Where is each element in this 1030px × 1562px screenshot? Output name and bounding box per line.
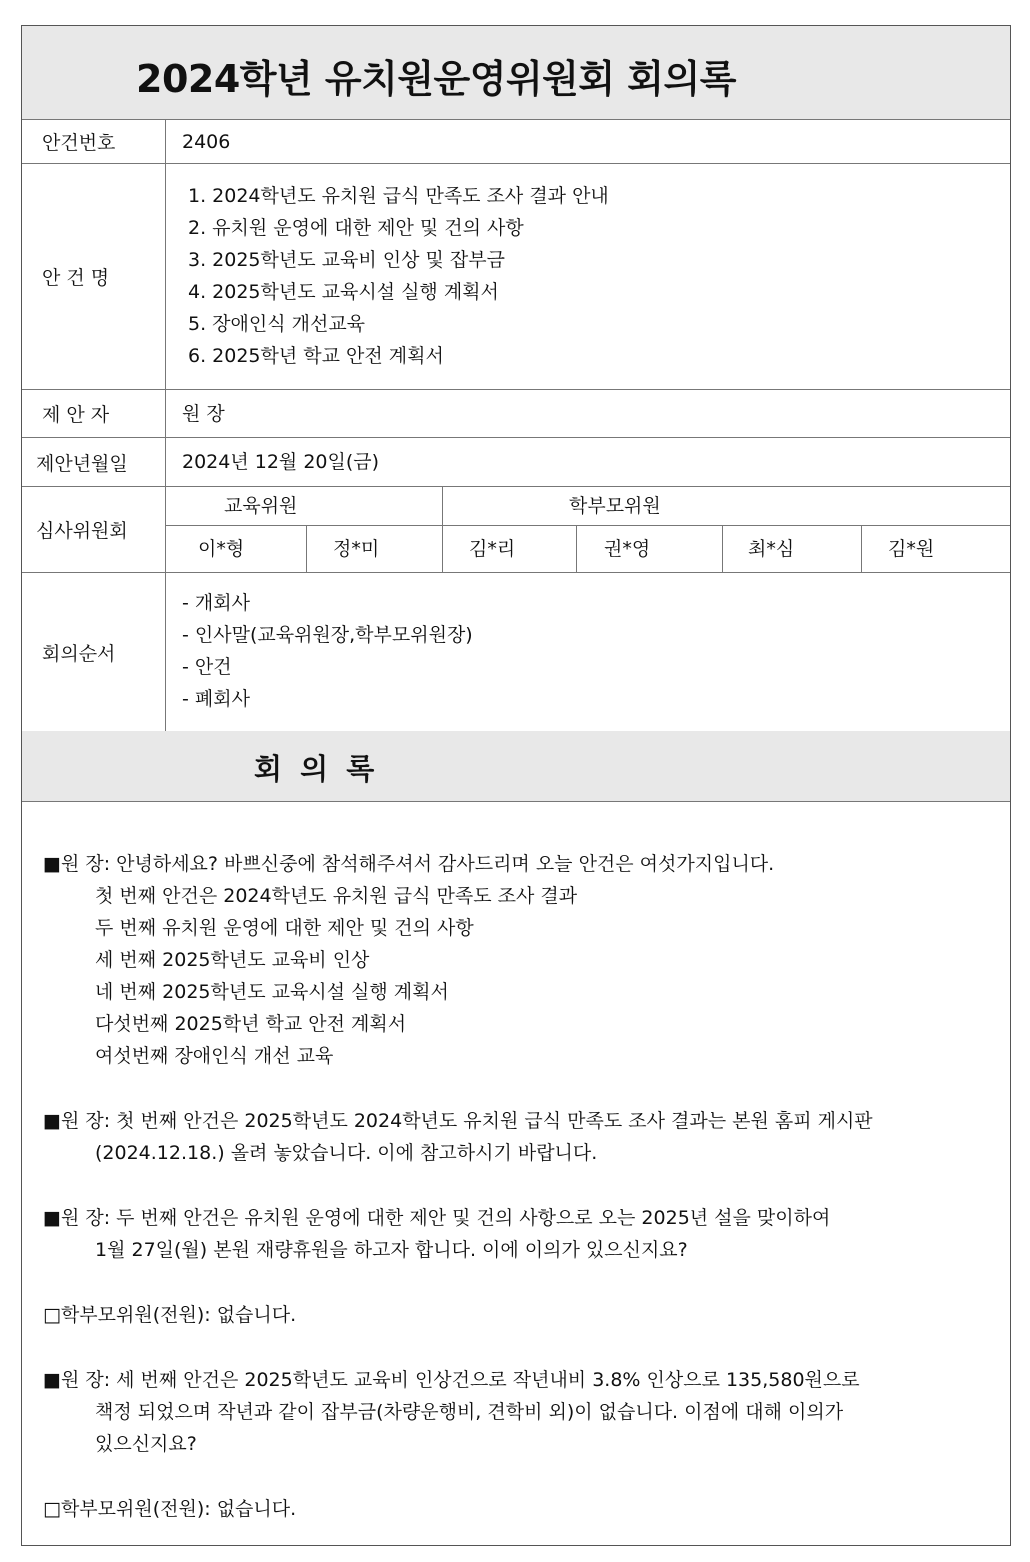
committee-row [22,487,1010,573]
parent-response: □학부모위원(전원): 없습니다. [43,1498,297,1520]
order-item: - 개회사 [182,592,250,614]
minutes-line: (2024.12.18.) 올려 놓았습니다. 이에 참고하시기 바랍니다. [95,1142,598,1164]
order-label: 회의순서 [22,573,166,731]
divider [442,487,443,572]
committee-label: 심사위원회 [22,487,166,572]
document-title: 2024학년 유치원운영위원회 회의록 [136,57,736,101]
date-row [22,438,1010,487]
minutes-line: 있으신지요? [95,1433,197,1455]
agenda-names-row [22,164,1010,390]
divider [861,525,862,572]
minutes-line: ■원 장: 첫 번째 안건은 2025학년도 2024학년도 유치원 급식 만족도 조사 결과는 본원 홈피 게시판 [43,1110,873,1132]
minutes-line: 다섯번째 2025학년 학교 안전 계획서 [95,1013,407,1035]
order-item: - 인사말(교육위원장,학부모위원장) [182,624,473,646]
order-item: - 안건 [182,656,232,678]
committee-member: 최*심 [748,538,795,560]
agenda-item: 5. 장애인식 개선교육 [188,313,366,335]
minutes-block-3 [43,1202,873,1266]
document-frame [21,25,1011,1546]
agenda-names-label: 안 건 명 [22,164,166,389]
committee-member: 김*원 [888,538,935,560]
minutes-line: 첫 번째 안건은 2024학년도 유치원 급식 만족도 조사 결과 [95,885,578,907]
minutes-line: 네 번째 2025학년도 교육시설 실행 계획서 [95,981,449,1003]
minutes-line: 두 번째 유치원 운영에 대한 제안 및 건의 사항 [95,917,474,939]
agenda-no-row [22,120,1010,164]
agenda-item: 4. 2025학년도 교육시설 실행 계획서 [188,281,499,303]
section-title: 회 의 록 [254,752,379,786]
committee-member: 이*형 [198,538,245,560]
parent-committee-header: 학부모위원 [569,495,661,517]
divider [166,525,1010,526]
order-item: - 폐회사 [182,688,250,710]
divider [722,525,723,572]
order-row [22,573,1010,731]
agenda-item: 6. 2025학년 학교 안전 계획서 [188,345,444,367]
parent-response: □학부모위원(전원): 없습니다. [43,1304,297,1326]
divider [306,525,307,572]
agenda-no-label: 안건번호 [22,120,166,163]
proposer-row [22,390,1010,438]
minutes-line: 1월 27일(월) 본원 재량휴원을 하고자 합니다. 이에 이의가 있으신지요? [95,1239,688,1261]
agenda-no-value: 2406 [182,131,231,153]
agenda-list [188,180,609,372]
date-value: 2024년 12월 20일(금) [182,451,380,473]
minutes-block-4 [43,1364,873,1460]
minutes-block-1 [43,848,873,1072]
title-bar [22,26,1010,120]
date-label: 제안년월일 [22,438,166,486]
agenda-item: 3. 2025학년도 교육비 인상 및 잡부금 [188,249,505,271]
minutes-line: 세 번째 2025학년도 교육비 인상 [95,949,370,971]
agenda-item: 1. 2024학년도 유치원 급식 만족도 조사 결과 안내 [188,185,609,207]
divider [576,525,577,572]
minutes-line: 책정 되었으며 작년과 같이 잡부금(차량운행비, 견학비 외)이 없습니다. 이점에 대해 이의가 [95,1401,844,1423]
section-bar [22,731,1010,802]
order-list [182,587,473,715]
committee-member: 권*영 [604,538,651,560]
agenda-item: 2. 유치원 운영에 대한 제안 및 건의 사항 [188,217,524,239]
minutes-body [43,848,873,1525]
edu-committee-header: 교육위원 [224,495,298,517]
minutes-line: ■원 장: 세 번째 안건은 2025학년도 교육비 인상건으로 작년내비 3.8% 인상으로 135,580원으로 [43,1369,860,1391]
minutes-line: ■원 장: 안녕하세요? 바쁘신중에 참석해주셔서 감사드리며 오늘 안건은 여섯가지입니다. [43,853,775,875]
proposer-value: 원 장 [182,403,225,425]
committee-member: 김*리 [469,538,516,560]
minutes-line: ■원 장: 두 번째 안건은 유치원 운영에 대한 제안 및 건의 사항으로 오는 2025년 설을 맞이하여 [43,1207,831,1229]
committee-member: 정*미 [333,538,380,560]
minutes-line: 여섯번째 장애인식 개선 교육 [95,1045,334,1067]
proposer-label: 제 안 자 [22,390,166,437]
minutes-block-2 [43,1105,873,1169]
